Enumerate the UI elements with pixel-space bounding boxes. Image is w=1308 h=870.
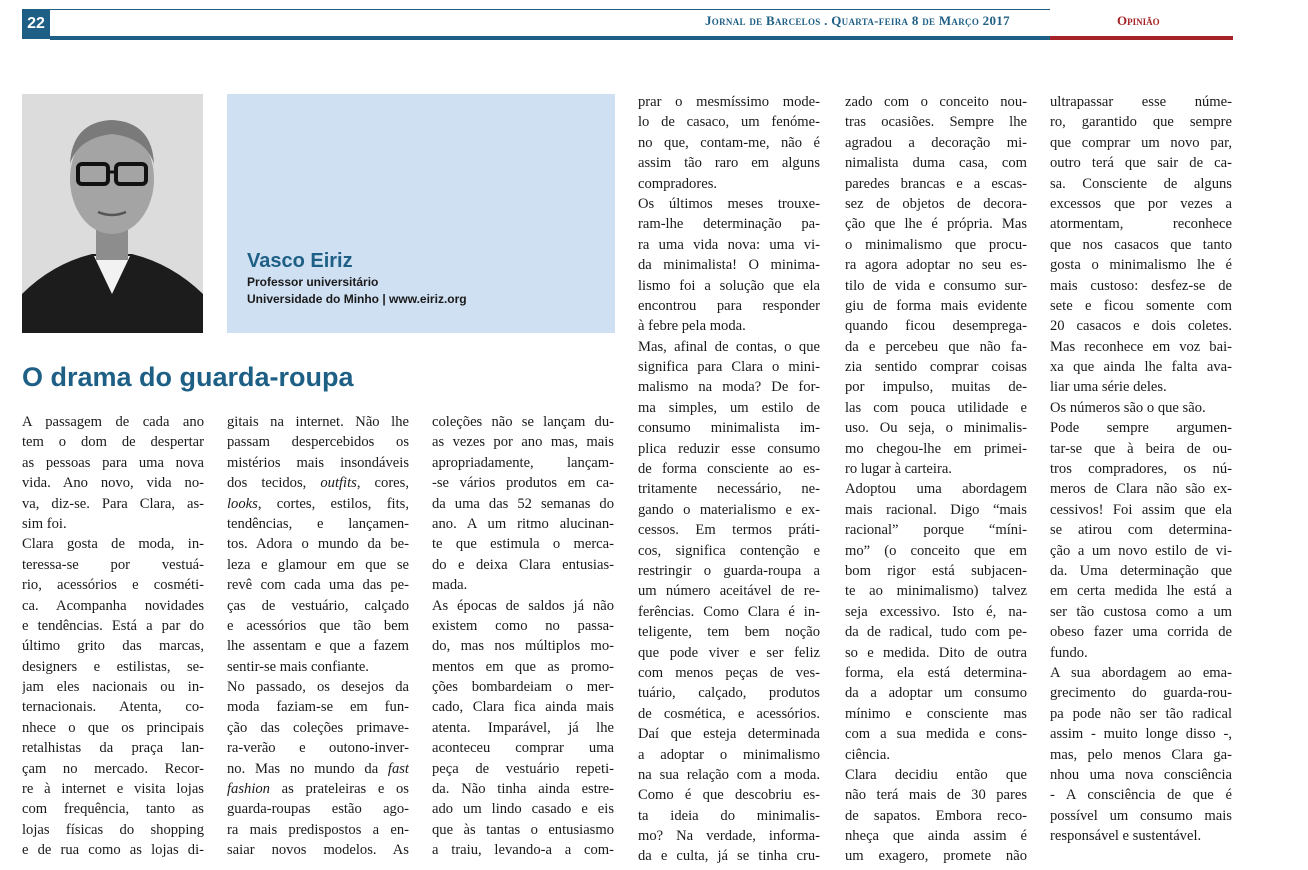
article-line: liar uma série deles.: [1050, 379, 1167, 396]
article-line: sim foi.: [22, 515, 67, 532]
article-line: tilo de vida e consumo sur-: [845, 277, 1027, 294]
article-line: ciência.: [845, 746, 890, 763]
article-line: tos. Adora o mundo da be-: [227, 536, 409, 553]
article-line: dos tecidos, outfits, cores,: [227, 475, 409, 492]
article-line: significa para Clara o mini-: [638, 359, 820, 376]
author-photo: [22, 94, 203, 333]
article-line: e acessórios que tão bem: [227, 617, 409, 634]
article-line: Mas reconhece em voz bai-: [1050, 338, 1232, 355]
article-line: designers e estilistas, se-: [22, 658, 204, 675]
article-title: O drama do guarda-roupa: [22, 362, 354, 392]
article-line: que comprar um novo par,: [1050, 134, 1232, 151]
article-line: consumo minimalista im-: [638, 420, 820, 437]
article-column-1: [22, 412, 204, 861]
article-line: sa. Consciente de alguns: [1050, 175, 1232, 192]
article-line: que nos casacos que tanto: [1050, 236, 1232, 253]
article-line: ultrapassar esse núme-: [1050, 94, 1232, 110]
article-line: tem o dom de despertar: [22, 434, 204, 451]
article-line: A passagem de cada ano: [22, 414, 204, 430]
article-line: ra uma vida nova: uma vi-: [638, 236, 820, 253]
article-line: rio, acessórios e cosméti-: [22, 577, 204, 594]
article-line: zia sentido comprar coisas: [845, 359, 1027, 376]
article-line: mais racional. Digo “mais: [845, 501, 1027, 518]
article-line: zado com o conceito nou-: [845, 94, 1027, 110]
article-line: teressa-se por vestuá-: [22, 556, 204, 573]
article-line: As épocas de saldos já não: [432, 597, 614, 614]
article-line: em certa medida lhe está a: [1050, 583, 1232, 600]
article-line: do, mas nos múltiplos mo-: [432, 638, 614, 655]
article-line: A sua abordagem ao ema-: [1050, 664, 1232, 681]
article-line: revê com cada uma das pe-: [227, 577, 409, 594]
article-line: grecimento do guarda-rou-: [1050, 685, 1232, 702]
article-line: -se vários produtos em ca-: [432, 475, 614, 492]
article-line: saiar novos modelos. As: [227, 842, 409, 859]
article-line: da e percebeu que não fa-: [845, 338, 1027, 355]
article-line: ano. A um ritmo alucinan-: [432, 515, 614, 532]
article-line: peça de vestuário repeti-: [432, 760, 614, 777]
article-line: ra mais predispostos a en-: [227, 821, 409, 838]
article-line: compradores.: [638, 175, 718, 192]
article-line: ser tão custosa como a um: [1050, 603, 1232, 620]
article-line: nhou uma nova consciência: [1050, 766, 1232, 783]
article-line: da e culta, já se tinha cru-: [638, 848, 820, 865]
article-line: gando o materialismo e ex-: [638, 501, 820, 518]
article-line: que às tantas o entusiasmo: [432, 821, 614, 838]
article-line: te que estimula o merca-: [432, 536, 614, 553]
article-line: a traiu, levando-a a com-: [432, 842, 614, 859]
article-line: tar-se que à beira de ou-: [1050, 440, 1232, 457]
article-line: Mas, afinal de contas, o que: [638, 338, 820, 355]
article-line: tritamente necessário, ne-: [638, 481, 820, 498]
article-line: com menos peças de ves-: [638, 664, 820, 681]
article-column-6: [1050, 92, 1232, 846]
article-line: aconteceu comprar uma: [432, 740, 614, 757]
article-line: ferências. Como Clara é in-: [638, 603, 820, 620]
article-line: malismo na moda? De for-: [638, 379, 820, 396]
article-line: ra agora adoptar no seu es-: [845, 257, 1027, 274]
article-line: plica reduzir esse consumo: [638, 440, 820, 457]
article-line: Clara gosta de moda, in-: [22, 536, 204, 553]
article-line: que pode viver e ser feliz: [638, 644, 820, 661]
article-line: lismo foi a solução que ela: [638, 277, 820, 294]
article-line: jam eles nacionais ou in-: [22, 679, 204, 696]
article-column-5: [845, 92, 1027, 867]
article-line: meros de Clara não são ex-: [1050, 481, 1232, 498]
article-line: ção que lhe é própria. Mas: [845, 216, 1027, 233]
article-line: com frequência, tanto as: [22, 801, 204, 818]
article-line: mas, pelo menos Clara ga-: [1050, 746, 1232, 763]
article-line: forma, ela está determina-: [845, 664, 1027, 681]
article-line: teligente, tem bem noção: [638, 624, 820, 641]
header-top-rule: [50, 9, 1050, 10]
article-line: tros compradores, os nú-: [1050, 461, 1232, 478]
article-line: sez de objetos de decora-: [845, 195, 1027, 212]
article-line: nhece o que os principais: [22, 719, 204, 736]
article-line: re à internet e visita lojas: [22, 781, 204, 798]
article-line: - A consciência de que é: [1050, 787, 1232, 804]
article-line: mo chegou-lhe em primei-: [845, 440, 1027, 457]
article-line: atormentam, reconhece: [1050, 216, 1232, 233]
article-line: no. Mas no mundo da fast: [227, 760, 409, 777]
article-line: agradou a decoração mi-: [845, 134, 1027, 151]
article-line: cessos. Em termos práti-: [638, 522, 820, 539]
author-affiliation: Universidade do Minho | www.eiriz.org: [247, 292, 467, 306]
article-line: de sapatos. Embora reco-: [845, 807, 1027, 824]
article-line: mentos em que as promo-: [432, 658, 614, 675]
article-line: mais custoso: desfez-se de: [1050, 277, 1232, 294]
article-line: 20 casacos e dois coletes.: [1050, 318, 1232, 335]
article-line: as pessoas para uma nova: [22, 454, 204, 471]
article-line: prar o mesmíssimo mode-: [638, 94, 820, 110]
article-line: mistérios mais insondáveis: [227, 454, 409, 471]
article-line: leza e glamour em que se: [227, 556, 409, 573]
author-box: [227, 94, 615, 333]
article-line: no que, contam-me, não é: [638, 134, 820, 151]
article-line: o minimalismo que procu-: [845, 236, 1027, 253]
article-line: mo” (o conceito que em: [845, 542, 1027, 559]
article-line: se atirou com determina-: [1050, 522, 1232, 539]
article-line: ções bombardeiam o mer-: [432, 679, 614, 696]
article-line: ma simples, um estilo de: [638, 399, 820, 416]
article-line: sete e ficou somente com: [1050, 297, 1232, 314]
article-line: Pode sempre argumen-: [1050, 420, 1232, 437]
article-line: assim - muito longe disso -,: [1050, 726, 1232, 743]
article-line: por impulso, muitas de-: [845, 379, 1027, 396]
article-line: obeso fazer uma corrida de: [1050, 624, 1232, 641]
article-line: las com pouca utilidade e: [845, 399, 1027, 416]
article-line: racional” porque “míni-: [845, 522, 1027, 539]
article-line: mínimo e consciente mas: [845, 705, 1027, 722]
article-line: ram-lhe determinação pa-: [638, 216, 820, 233]
article-column-3: [432, 412, 614, 861]
article-line: com a sua medida e cons-: [845, 726, 1027, 743]
article-column-2: [227, 412, 409, 861]
article-line: giu de forma mais evidente: [845, 297, 1027, 314]
author-name: Vasco Eiriz: [247, 250, 353, 272]
article-line: Clara decidiu então que: [845, 766, 1027, 783]
article-line: cado, Clara fica ainda mais: [432, 699, 614, 716]
article-line: vida. Ano novo, vida no-: [22, 475, 204, 492]
article-line: so e medida. Dito de outra: [845, 644, 1027, 661]
article-line: Daí que esteja determinada: [638, 726, 820, 743]
article-line: sentir-se mais confiante.: [227, 658, 369, 675]
article-line: as vezes por ano mas, mais: [432, 434, 614, 451]
article-line: e de rua como as lojas di-: [22, 842, 204, 859]
article-column-4: [638, 92, 820, 867]
article-line: te ao minimalismo) talvez: [845, 583, 1027, 600]
article-line: cos, significa contenção e: [638, 542, 820, 559]
article-line: cessivos! Foi assim que ela: [1050, 501, 1232, 518]
article-line: ro, garantido que sempre: [1050, 114, 1232, 131]
article-line: coleções não se lançam du-: [432, 414, 614, 430]
article-line: da de radical, tudo com pe-: [845, 624, 1027, 641]
article-line: na sua relação com a moda.: [638, 766, 820, 783]
article-line: existem como no passa-: [432, 617, 614, 634]
article-line: possível um consumo mais: [1050, 807, 1232, 824]
article-line: ca. Acompanha novidades: [22, 597, 204, 614]
article-line: ças de vestuário, calçado: [227, 597, 409, 614]
article-line: retalhistas da praça lan-: [22, 740, 204, 757]
article-line: gosta o minimalismo lhe é: [1050, 257, 1232, 274]
article-line: da a adoptar um consumo: [845, 685, 1027, 702]
article-line: uso. Ou seja, o minimalis-: [845, 420, 1027, 437]
header-rule-red: [1050, 36, 1233, 40]
article-line: tuário, calçado, produtos: [638, 685, 820, 702]
article-line: não terá mais de 30 pares: [845, 787, 1027, 804]
article-line: ado um lindo casado e eis: [432, 801, 614, 818]
author-role: Professor universitário: [247, 275, 379, 289]
article-line: lhe assentam e que a fazem: [227, 638, 409, 655]
article-line: fashion as prateleiras e os: [227, 781, 409, 798]
article-line: à febre pela moda.: [638, 318, 746, 335]
article-line: quando ficou desemprega-: [845, 318, 1027, 335]
article-line: restringir o guarda-roupa a: [638, 562, 820, 579]
journal-header: Jornal de Barcelos . Quarta-feira 8 de Março 2017: [705, 13, 1010, 28]
article-line: guarda-roupas estão ago-: [227, 801, 409, 818]
article-line: um exagero, promete não: [845, 848, 1027, 865]
article-line: da minimalista! O minima-: [638, 257, 820, 274]
article-line: No passado, os desejos da: [227, 679, 409, 696]
article-line: fundo.: [1050, 644, 1088, 661]
article-line: mada.: [432, 577, 468, 594]
article-line: ção a um novo estilo de vi-: [1050, 542, 1232, 559]
article-line: seja excessivo. Isto é, na-: [845, 603, 1027, 620]
article-line: um número aceitável de re-: [638, 583, 820, 600]
article-line: encontrou para responder: [638, 297, 820, 314]
header-rule-blue: [50, 36, 1050, 40]
article-line: tendências, e lançamen-: [227, 515, 409, 532]
article-line: de forma consciente ao es-: [638, 461, 820, 478]
article-line: e tendências. Está a par do: [22, 617, 204, 634]
article-line: da. Uma determinação que: [1050, 562, 1232, 579]
article-line: Os últimos meses trouxe-: [638, 195, 820, 212]
article-line: Os números são o que são.: [1050, 399, 1206, 416]
article-line: Adoptou uma abordagem: [845, 481, 1027, 498]
article-line: Como é que descobriu es-: [638, 787, 820, 804]
article-line: atenta. Imparável, já lhe: [432, 719, 614, 736]
article-line: assim tão raro em alguns: [638, 155, 820, 172]
page-number: 22: [22, 9, 50, 39]
article-line: do e deixa Clara entusias-: [432, 556, 614, 573]
article-line: paredes brancas e a escas-: [845, 175, 1027, 192]
article-line: looks, cortes, estilos, fits,: [227, 495, 409, 512]
article-line: nheça que ainda assim é: [845, 828, 1027, 845]
article-line: último grito das marcas,: [22, 638, 204, 655]
article-line: ternacionais. Atenta, co-: [22, 699, 204, 716]
article-line: a adoptar o minimalismo: [638, 746, 820, 763]
article-line: passam despercebidos os: [227, 434, 409, 451]
article-line: pa pode não ser tão radical: [1050, 705, 1232, 722]
article-line: xa que ainda lhe falta ava-: [1050, 359, 1232, 376]
article-line: responsável e sustentável.: [1050, 828, 1202, 845]
article-line: va, diz-se. Para Clara, as-: [22, 495, 204, 512]
article-line: ta ideia do minimalis-: [638, 807, 820, 824]
article-line: lo de casaco, um fenóme-: [638, 114, 820, 131]
article-line: outro terá que sair de ca-: [1050, 155, 1232, 172]
article-line: gitais na internet. Não lhe: [227, 414, 409, 430]
article-line: nimalista duma casa, com: [845, 155, 1027, 172]
article-line: da. Não tinha ainda estre-: [432, 781, 614, 798]
article-line: apropriadamente, lançam-: [432, 454, 614, 471]
article-line: ro lugar à carteira.: [845, 461, 952, 478]
article-line: bom rigor está subjacen-: [845, 562, 1027, 579]
article-line: da uma das 52 semanas do: [432, 495, 614, 512]
article-line: tras ocasiões. Sempre lhe: [845, 114, 1027, 131]
article-line: ção das coleções primave-: [227, 719, 409, 736]
section-label: Opinião: [1117, 13, 1160, 28]
article-line: lojas físicas do shopping: [22, 821, 204, 838]
article-line: excessos que por vezes a: [1050, 195, 1232, 212]
article-line: de cosmética, e acessórios.: [638, 705, 820, 722]
article-line: ra-verão e outono-inver-: [227, 740, 409, 757]
article-line: çam no mercado. Recor-: [22, 760, 204, 777]
article-line: mo? Na verdade, informa-: [638, 828, 820, 845]
article-line: moda faziam-se em fun-: [227, 699, 409, 716]
